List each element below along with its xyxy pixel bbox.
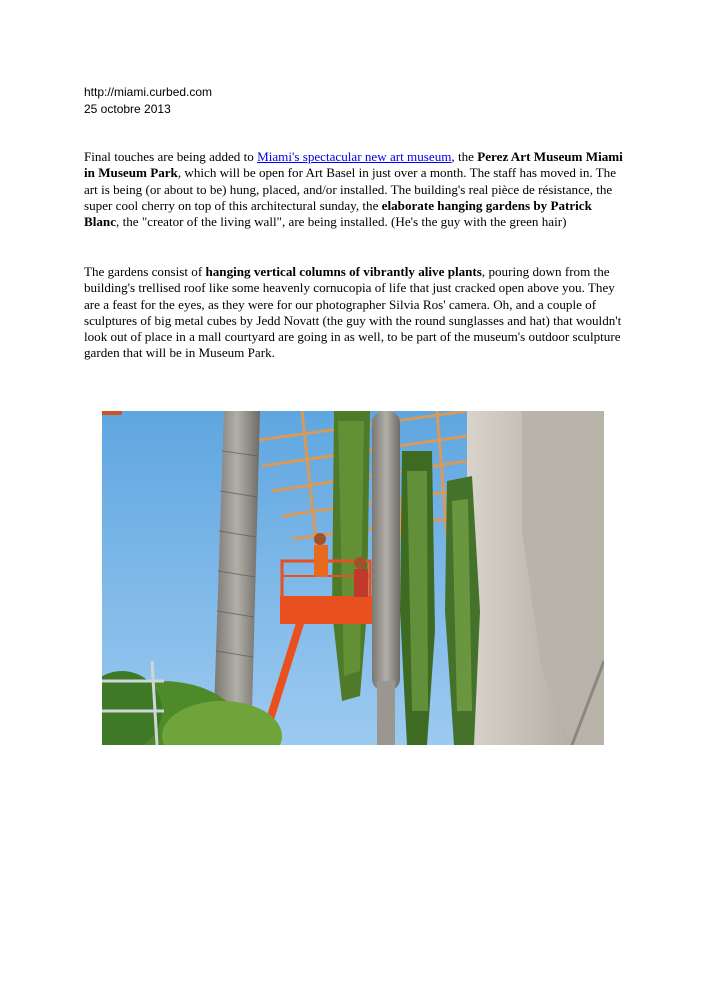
photo-illustration bbox=[102, 411, 604, 745]
source-url: http://miami.curbed.com bbox=[84, 85, 213, 99]
p2-bold-columns: hanging vertical columns of vibrantly alive plants bbox=[205, 264, 482, 279]
p1-bold-museum-name: Perez Art Museum Miami in Museum Park bbox=[84, 149, 623, 181]
p2-text-2: , pouring down from the building's trellised roof like some heavenly cornucopia of life that just cracked open above you. They are a feast for the eyes, as they were for our photographer Silvia Ros' camera. Oh, and a couple of sculptures of big metal cubes by Jedd Novatt (the guy with the round sunglasses and hat) that wouldn't look out of place in a mall courtyard are going in as well, to be part of the museum's outdoor sculpture garden that will be in Museum Park. bbox=[84, 264, 622, 361]
article-paragraph-1 bbox=[84, 149, 624, 230]
p1-text-4: , the "creator of the living wall", are being installed. (He's the guy with the green hair) bbox=[116, 214, 567, 230]
article-paragraph-2 bbox=[84, 264, 624, 362]
hanging-gardens-photo bbox=[102, 411, 604, 745]
p1-text-2: , the bbox=[451, 149, 478, 164]
article-date: 25 octobre 2013 bbox=[84, 102, 171, 116]
stone-column-middle bbox=[372, 411, 400, 691]
museum-link[interactable]: Miami's spectacular new art museum bbox=[257, 149, 452, 164]
p1-text-3: , which will be open for Art Basel in just over a month. The staff has moved in. The art is being (or about to be) hung, placed, and/or installed. The building's real pièce de résistance, the super cool cherry on top of this architectural sunday, the bbox=[84, 165, 617, 213]
p2-text-1: The gardens consist of bbox=[84, 264, 206, 279]
p1-text-1: Final touches are being added to bbox=[84, 149, 258, 164]
document-header bbox=[84, 84, 212, 118]
p1-bold-gardens: elaborate hanging gardens by Patrick Blanc bbox=[84, 197, 592, 230]
